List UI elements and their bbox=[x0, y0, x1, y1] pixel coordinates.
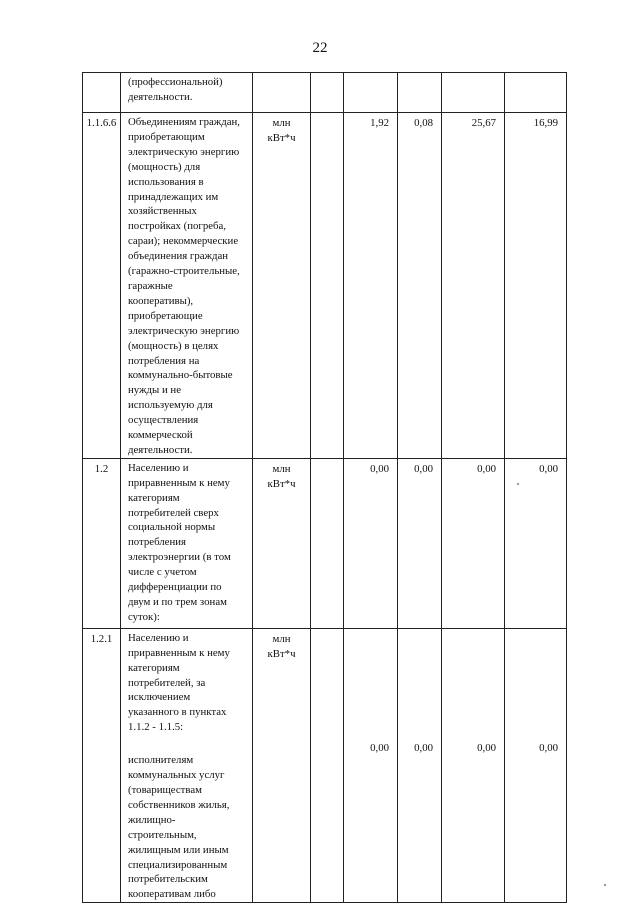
unit-line: кВт*ч bbox=[267, 131, 296, 144]
description-line: дифференциации по bbox=[128, 581, 222, 594]
description-line: 1.1.2 - 1.1.5: bbox=[128, 721, 184, 734]
description-line: потребления на bbox=[128, 354, 200, 367]
value-text: 0,00 bbox=[414, 741, 433, 754]
row-number-cell: 1.2 bbox=[83, 458, 121, 628]
table-row bbox=[83, 73, 567, 113]
description-line: специализированным bbox=[128, 858, 228, 871]
scan-speck bbox=[517, 483, 519, 485]
description-line: деятельности. bbox=[128, 90, 193, 103]
value-cell: 25,67 bbox=[442, 113, 505, 459]
description-line: потребления bbox=[128, 536, 187, 549]
description-line: исполнителям bbox=[128, 754, 194, 767]
description-line: электрическую энергию bbox=[128, 324, 240, 337]
value-cell bbox=[344, 628, 398, 902]
description-line: электроэнергии (в том bbox=[128, 551, 231, 564]
unit-cell bbox=[253, 628, 311, 902]
row-number-cell: 1.1.6.6 bbox=[83, 113, 121, 459]
description-line: коммунально-бытовые bbox=[128, 369, 233, 382]
empty-cell bbox=[311, 73, 344, 113]
row-description-cell bbox=[121, 628, 253, 902]
value-cell bbox=[442, 73, 505, 113]
tariff-table bbox=[82, 72, 567, 903]
description-line: кооперативам либо bbox=[128, 888, 216, 901]
value-cell: 0,00 bbox=[442, 458, 505, 628]
description-line: (товариществам bbox=[128, 784, 202, 796]
description-line: нужды и не bbox=[128, 384, 181, 397]
empty-cell bbox=[311, 458, 344, 628]
description-line: указанного в пунктах bbox=[128, 706, 227, 719]
description-line: приравненным к нему bbox=[128, 646, 230, 659]
value-cell: 0,08 bbox=[398, 113, 442, 459]
description-line: строительным, bbox=[128, 828, 197, 841]
row-number-cell: 1.2.1 bbox=[83, 628, 121, 902]
unit-line: кВт*ч bbox=[267, 477, 296, 490]
paragraph-gap bbox=[128, 735, 246, 753]
empty-cell bbox=[311, 113, 344, 459]
value-cell bbox=[344, 73, 398, 113]
description-line: приобретающим bbox=[128, 130, 205, 143]
description-line: числе с учетом bbox=[128, 566, 197, 579]
unit-line: млн bbox=[272, 117, 291, 129]
value-cell bbox=[442, 628, 505, 902]
description-line: приобретающие bbox=[128, 309, 203, 322]
description-line: используемую для bbox=[128, 399, 213, 412]
description-line: (мощность) для bbox=[128, 160, 201, 173]
description-line: электрическую энергию bbox=[128, 145, 240, 158]
unit-cell bbox=[253, 113, 311, 459]
description-line: гаражные bbox=[128, 279, 173, 292]
description-line: использования в bbox=[128, 175, 204, 188]
description-line: деятельности. bbox=[128, 443, 193, 456]
value-cell bbox=[398, 73, 442, 113]
description-line: потребительским bbox=[128, 873, 208, 886]
description-line: (мощность) в целях bbox=[128, 339, 219, 352]
scan-speck bbox=[604, 884, 606, 886]
description-line: хозяйственных bbox=[128, 205, 197, 218]
unit-line: кВт*ч bbox=[267, 647, 296, 660]
value-text: 0,00 bbox=[370, 741, 389, 754]
description-line: исключением bbox=[128, 691, 191, 704]
table-row bbox=[83, 458, 567, 628]
description-line: кооперативы), bbox=[128, 294, 194, 307]
value-cell bbox=[398, 628, 442, 902]
row-description-cell bbox=[121, 73, 253, 113]
description-line: социальной нормы bbox=[128, 521, 216, 534]
description-line: жилищно- bbox=[128, 813, 176, 826]
description-line: осуществления bbox=[128, 414, 199, 427]
value-text: 0,00 bbox=[477, 741, 496, 754]
description-line: постройках (погреба, bbox=[128, 220, 227, 233]
row-description-cell bbox=[121, 113, 253, 459]
description-line: приравненным к нему bbox=[128, 476, 230, 489]
value-cell: 16,99 bbox=[505, 113, 567, 459]
value-cell: 0,00 bbox=[398, 458, 442, 628]
description-line: Населению и bbox=[128, 461, 189, 474]
description-line: Объединениям граждан, bbox=[128, 116, 240, 128]
description-line: суток): bbox=[128, 610, 160, 623]
description-line: объединения граждан bbox=[128, 250, 229, 263]
description-line: категориям bbox=[128, 491, 180, 504]
value-cell: 1,92 bbox=[344, 113, 398, 459]
unit-line: млн bbox=[272, 462, 291, 475]
description-line: потребителей сверх bbox=[128, 506, 219, 519]
table-row bbox=[83, 113, 567, 459]
value-text: 0,00 bbox=[539, 741, 558, 754]
description-line: потребителей, за bbox=[128, 676, 206, 689]
row-number-cell bbox=[83, 73, 121, 113]
description-line: коммунальных услуг bbox=[128, 769, 225, 782]
unit-cell bbox=[253, 458, 311, 628]
page-number: 22 bbox=[312, 40, 328, 56]
table-row bbox=[83, 628, 567, 902]
description-line: жилищным или иным bbox=[128, 843, 229, 856]
value-cell bbox=[505, 73, 567, 113]
value-cell: 0,00 bbox=[344, 458, 398, 628]
description-line: (профессиональной) bbox=[128, 76, 223, 88]
description-line: собственников жилья, bbox=[128, 798, 230, 811]
empty-cell bbox=[311, 628, 344, 902]
description-line: принадлежащих им bbox=[128, 190, 219, 203]
unit-line: млн bbox=[272, 632, 291, 645]
row-description-cell bbox=[121, 458, 253, 628]
value-cell: 0,00 bbox=[505, 458, 567, 628]
description-line: категориям bbox=[128, 661, 180, 674]
description-line: Населению и bbox=[128, 631, 189, 644]
description-line: коммерческой bbox=[128, 429, 193, 442]
description-line: (гаражно-строительные, bbox=[128, 265, 240, 278]
description-line: сараи); некоммерческие bbox=[128, 235, 239, 248]
value-cell bbox=[505, 628, 567, 902]
unit-cell bbox=[253, 73, 311, 113]
description-line: двум и по трем зонам bbox=[128, 596, 227, 608]
